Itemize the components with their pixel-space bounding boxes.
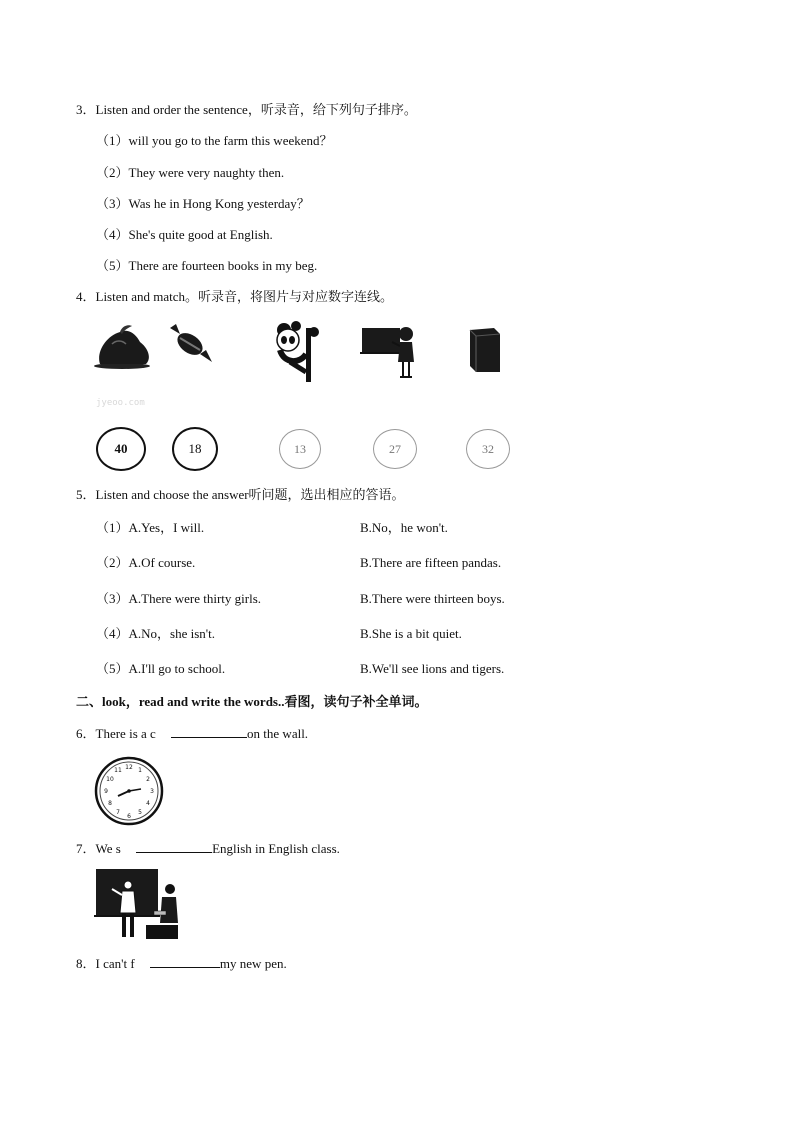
q5-item-5-num: （5） [96, 661, 129, 676]
q3-item-4-num: （4） [96, 227, 129, 242]
q8-text-after: my new pen. [219, 956, 287, 971]
q8-line [76, 955, 287, 972]
q3-item-3-num: （3） [96, 196, 129, 211]
svg-text:11: 11 [114, 767, 122, 774]
q3-item-2-text: They were very naughty then. [128, 165, 285, 180]
q6-line [76, 725, 308, 742]
q5-item-2-option-b[interactable]: B.There are fifteen pandas. [360, 555, 502, 570]
q5-item-4 [96, 626, 215, 642]
q5-item-1-option-b[interactable]: B.No，he won't. [360, 520, 448, 535]
q3-item-1 [96, 133, 333, 149]
q5-item-1-option-a[interactable]: A.Yes，I will. [128, 520, 205, 535]
q8-answer-blank[interactable] [150, 955, 220, 968]
q3-item-5-num: （5） [96, 258, 129, 273]
q6-answer-blank[interactable] [171, 725, 247, 738]
q5-item-3-num: （3） [96, 591, 129, 606]
q3-item-2 [96, 165, 284, 181]
candy-icon [166, 322, 216, 366]
q5-item-1-num: （1） [96, 520, 129, 535]
svg-text:3: 3 [150, 788, 154, 795]
q5-item-5 [96, 661, 225, 677]
number-circle-2[interactable]: 18 [172, 427, 218, 471]
q5-item-2-option-a[interactable]: A.Of course. [128, 555, 196, 570]
q5-title: 5．Listen and choose the answer听问题，选出相应的答语。 [76, 487, 405, 502]
svg-text:6: 6 [127, 813, 131, 820]
watermark: jyeoo.com [96, 398, 145, 408]
q6-text-after: on the wall. [247, 726, 309, 741]
peach-icon [92, 322, 156, 370]
q3-title: 3．Listen and order the sentence，听录音，给下列句子排序。 [76, 102, 417, 117]
q6-text-before: There is a c [95, 726, 156, 741]
classroom-icon [94, 867, 182, 941]
q7-num: 7． [76, 841, 96, 856]
number-circle-4[interactable]: 27 [373, 429, 417, 469]
number-circle-3[interactable]: 13 [279, 429, 321, 469]
q3-item-2-num: （2） [96, 165, 129, 180]
q7-text-before: We s [95, 841, 121, 856]
teacher-blackboard-icon [360, 322, 420, 380]
q3-item-1-text: will you go to the farm this weekend？ [128, 133, 333, 148]
section-2-title: 二、look，read and write the words..看图，读句子补全单词。 [76, 694, 428, 709]
q7-text-after: English in English class. [212, 841, 340, 856]
q5-item-4-num: （4） [96, 626, 129, 641]
number-circle-5[interactable]: 32 [466, 429, 510, 469]
q8-num: 8． [76, 956, 96, 971]
q3-item-4-text: She's quite good at English. [128, 227, 273, 242]
clock-icon [94, 756, 164, 826]
q4-title: 4．Listen and match。听录音，将图片与对应数字连线。 [76, 289, 394, 304]
svg-text:12: 12 [125, 764, 133, 771]
svg-text:8: 8 [108, 800, 112, 807]
q3-item-5-text: There are fourteen books in my beg. [128, 258, 318, 273]
q7-line [76, 840, 340, 857]
q3-item-4 [96, 227, 273, 243]
q5-item-5-option-b[interactable]: B.We'll see lions and tigers. [360, 661, 505, 676]
q5-item-2-num: （2） [96, 555, 129, 570]
q5-item-3-option-a[interactable]: A.There were thirty girls. [128, 591, 261, 606]
q3-item-3 [96, 196, 310, 212]
q7-answer-blank[interactable] [136, 840, 212, 853]
q5-item-3-option-b[interactable]: B.There were thirteen boys. [360, 591, 505, 606]
q8-text-before: I can't f [95, 956, 135, 971]
q5-item-3 [96, 591, 261, 607]
q3-item-5 [96, 258, 317, 274]
svg-text:2: 2 [146, 776, 150, 783]
svg-text:10: 10 [106, 776, 114, 783]
q5-item-2 [96, 555, 195, 571]
q5-item-1 [96, 520, 204, 536]
q3-item-3-text: Was he in Hong Kong yesterday？ [128, 196, 310, 211]
svg-text:4: 4 [146, 800, 150, 807]
svg-text:7: 7 [116, 809, 120, 816]
q5-item-5-option-a[interactable]: A.I'll go to school. [128, 661, 226, 676]
q3-item-1-num: （1） [96, 133, 129, 148]
svg-text:5: 5 [138, 809, 142, 816]
svg-text:1: 1 [138, 767, 142, 774]
q5-item-4-option-b[interactable]: B.She is a bit quiet. [360, 626, 462, 641]
book-icon [466, 326, 504, 374]
number-circle-1[interactable]: 40 [96, 427, 146, 471]
panda-icon [270, 320, 322, 382]
q6-num: 6． [76, 726, 96, 741]
svg-text:9: 9 [104, 788, 108, 795]
q5-item-4-option-a[interactable]: A.No，she isn't. [128, 626, 215, 641]
